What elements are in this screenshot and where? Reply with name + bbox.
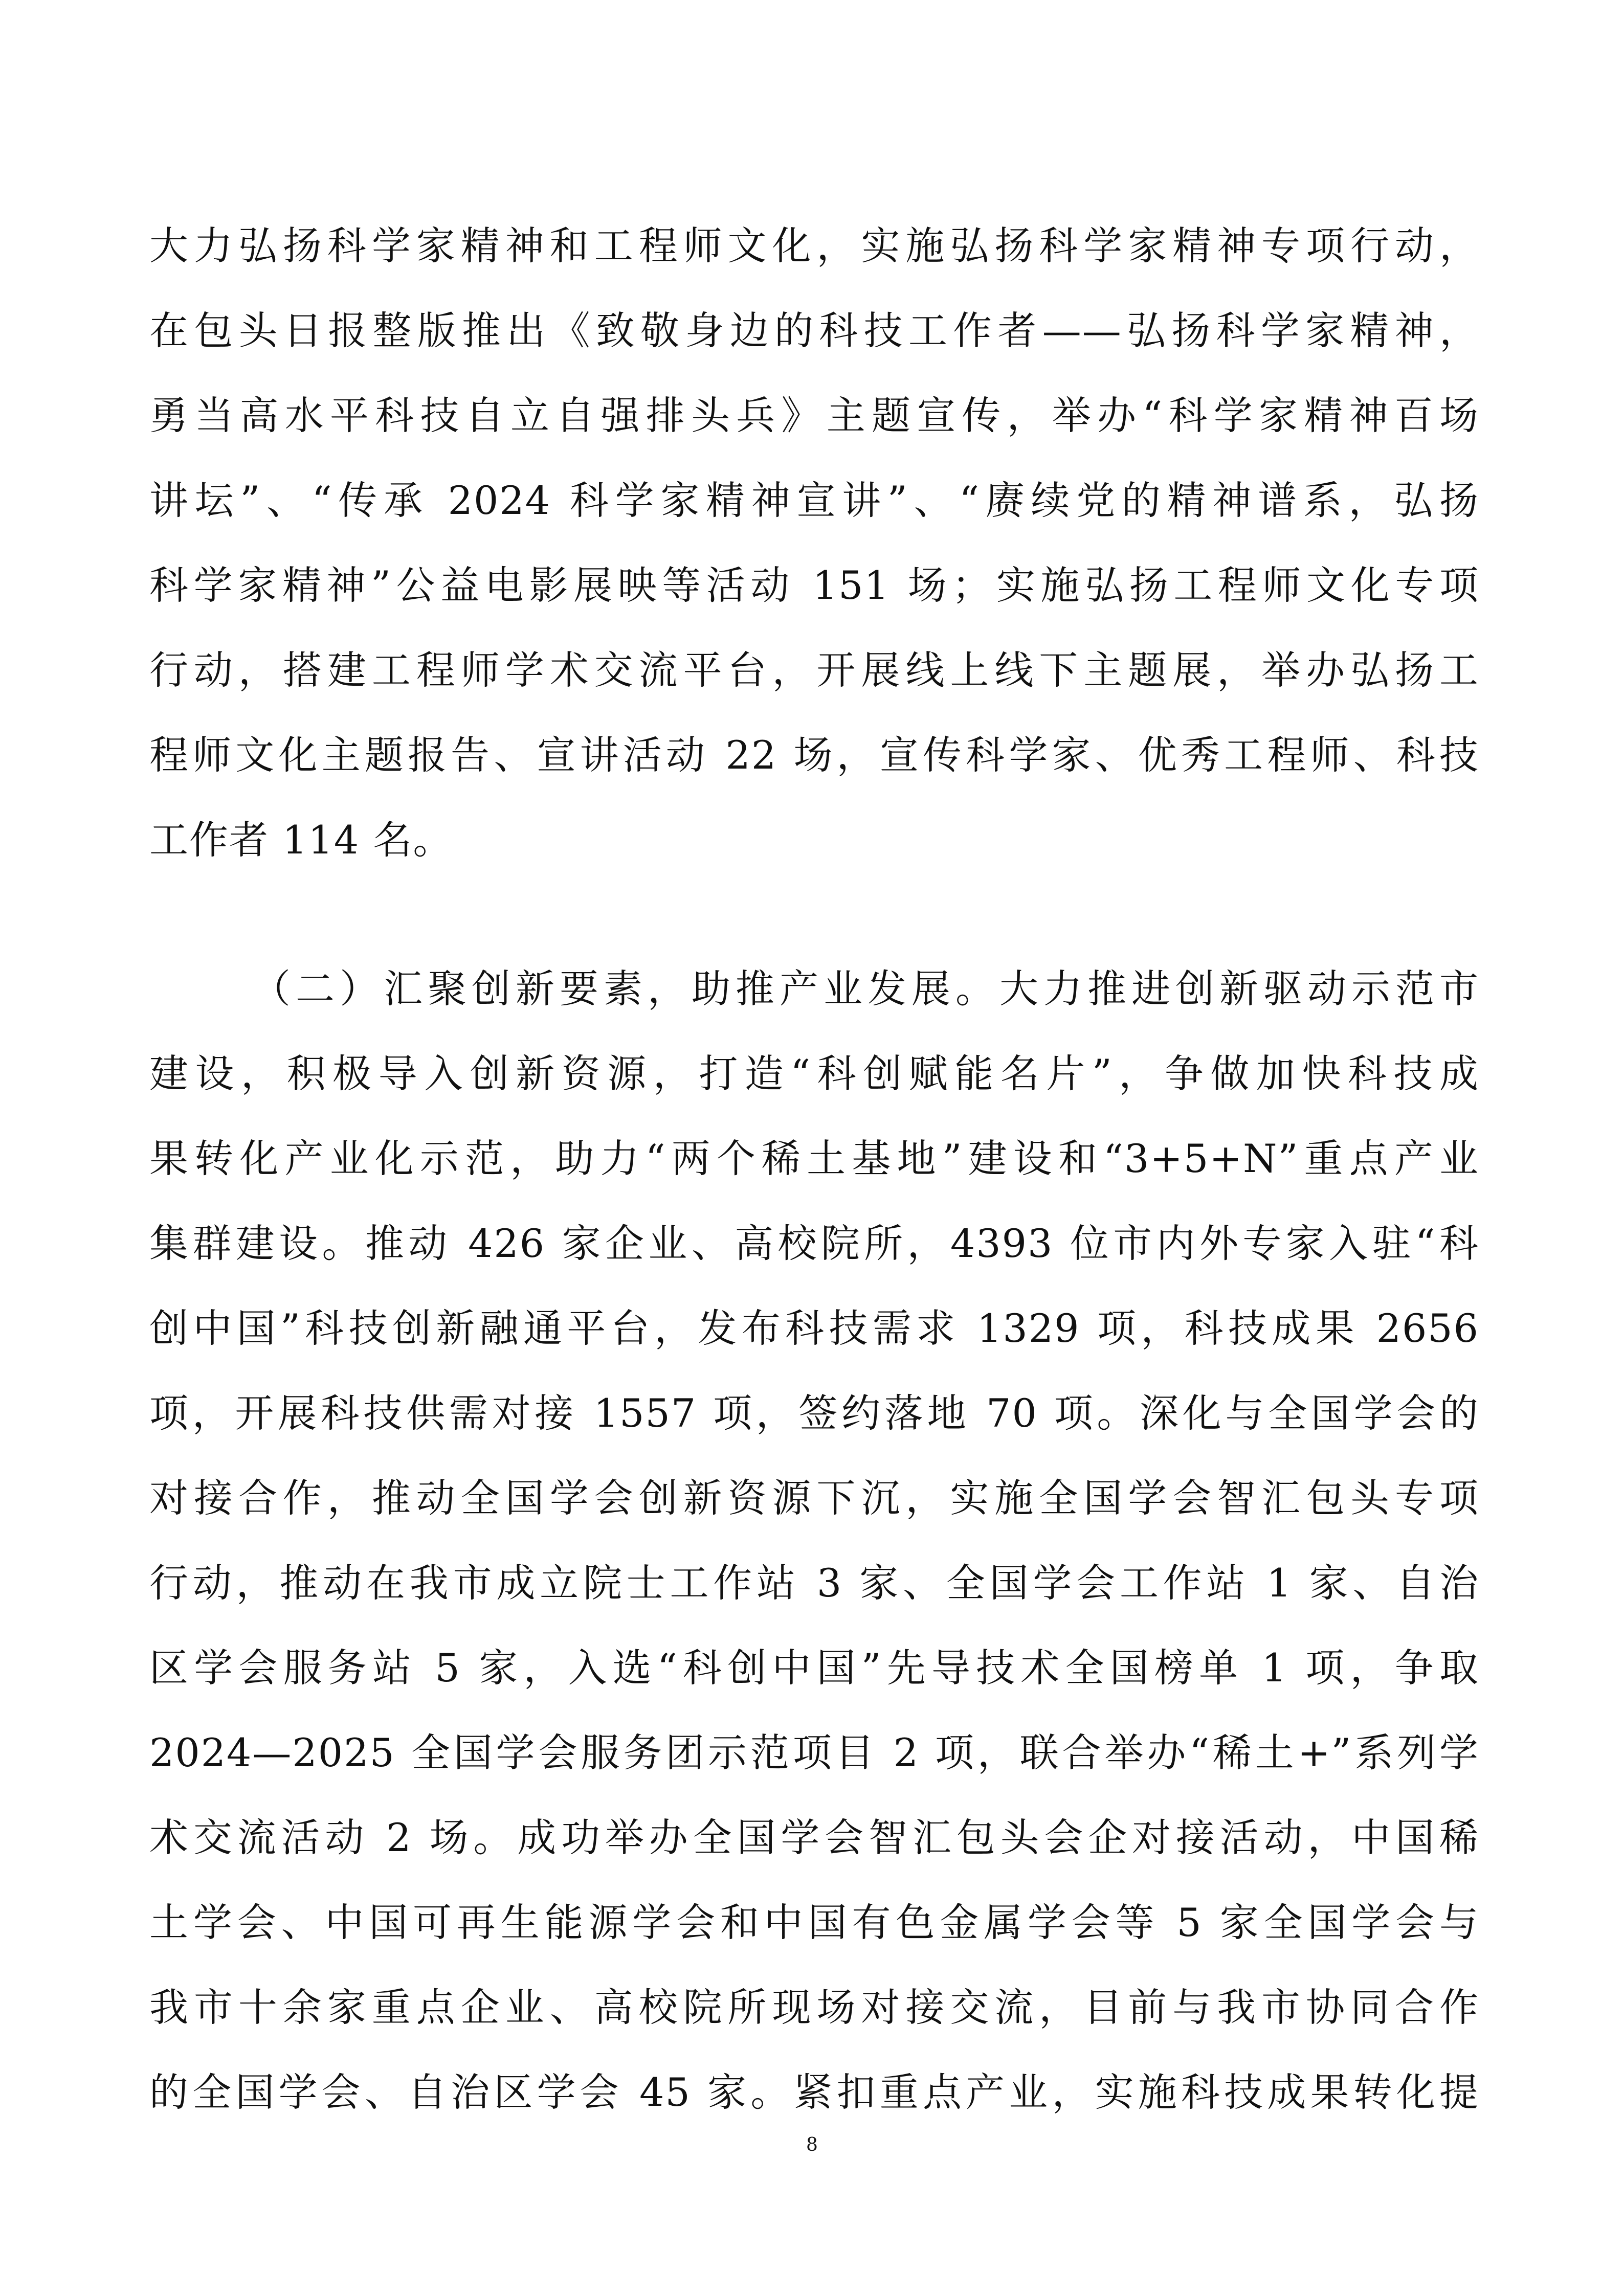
text-line: 术交流活动 2 场。成功举办全国学会智汇包头会企对接活动，中国稀 [149, 1815, 1479, 1860]
text-line: 土学会、中国可再生能源学会和中国有色金属学会等 5 家全国学会与 [149, 1900, 1479, 1945]
paragraph-spacer [149, 883, 1479, 947]
text-line: 果转化产业化示范，助力“两个稀土基地”建设和“3+5+N”重点产业 [149, 1136, 1479, 1181]
text-line: 我市十余家重点企业、高校院所现场对接交流，目前与我市协同合作 [149, 1985, 1479, 2030]
text-line: 在包头日报整版推出《致敬身边的科技工作者——弘扬科学家精神， [149, 308, 1479, 353]
text-line: 的全国学会、自治区学会 45 家。紧扣重点产业，实施科技成果转化提 [149, 2069, 1479, 2115]
text-line: 大力弘扬科学家精神和工程师文化，实施弘扬科学家精神专项行动， [149, 223, 1479, 268]
text-line: 程师文化主题报告、宣讲活动 22 场，宣传科学家、优秀工程师、科技 [149, 732, 1479, 778]
text-line: 集群建设。推动 426 家企业、高校院所，4393 位市内外专家入驻“科 [149, 1221, 1479, 1266]
section-heading-line: （二）汇聚创新要素，助推产业发展。大力推进创新驱动示范市 [252, 966, 1479, 1011]
text-line: 2024—2025 全国学会服务团示范项目 2 项，联合举办“稀土+”系列学 [149, 1730, 1479, 1775]
text-line: 行动，搭建工程师学术交流平台，开展线上线下主题展，举办弘扬工 [149, 647, 1479, 693]
text-line: 建设，积极导入创新资源，打造“科创赋能名片”，争做加快科技成 [149, 1051, 1479, 1096]
paragraph-innovation-elements [149, 947, 1479, 2135]
text-line: 项，开展科技供需对接 1557 项，签约落地 70 项。深化与全国学会的 [149, 1390, 1479, 1436]
text-line: 创中国”科技创新融通平台，发布科技需求 1329 项，科技成果 2656 [149, 1305, 1479, 1351]
text-line: 对接合作，推动全国学会创新资源下沉，实施全国学会智汇包头专项 [149, 1475, 1479, 1521]
page-number: 8 [806, 2134, 818, 2155]
text-line: 科学家精神”公益电影展映等活动 151 场；实施弘扬工程师文化专项 [149, 562, 1479, 608]
text-line: 行动，推动在我市成立院士工作站 3 家、全国学会工作站 1 家、自治 [149, 1560, 1479, 1606]
paragraph-science-spirit [149, 204, 1479, 883]
document-body [149, 204, 1479, 2135]
text-line: 讲坛”、“传承 2024 科学家精神宣讲”、“赓续党的精神谱系，弘扬 [149, 478, 1479, 523]
text-line: 工作者 114 名。 [149, 817, 453, 863]
text-line: 区学会服务站 5 家，入选“科创中国”先导技术全国榜单 1 项，争取 [149, 1645, 1479, 1691]
text-line: 勇当高水平科技自立自强排头兵》主题宣传，举办“科学家精神百场 [149, 393, 1479, 438]
